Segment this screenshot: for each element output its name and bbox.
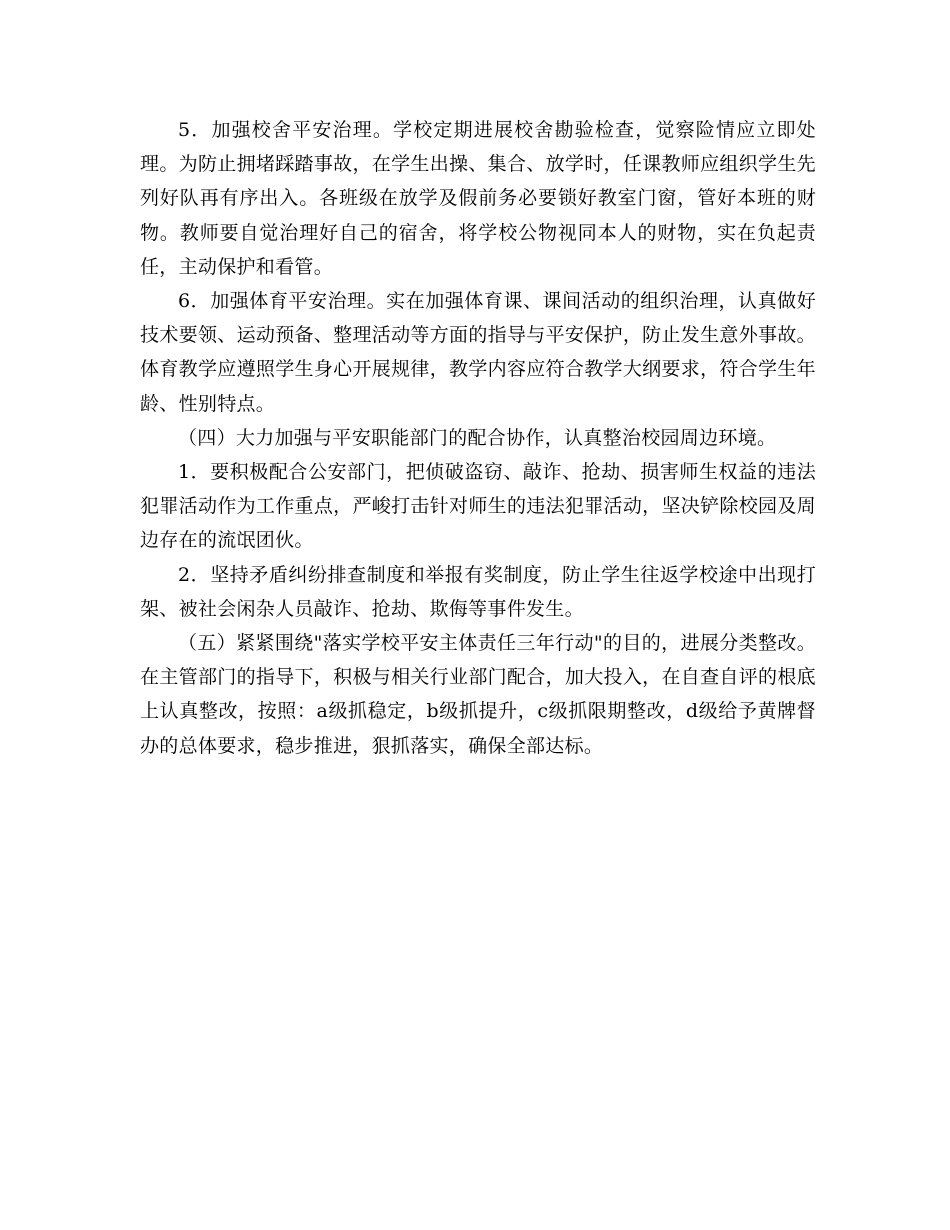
section-heading-five: （五）紧紧围绕"落实学校平安主体责任三年行动"的目的，进展分类整改。在主管部门的指导下，积极与相关行业部门配合，加大投入，在自查自评的根底上认真整改，按照：a级抓稳定，b级抓提升，c级抓限期整改，d级给予黄牌督办的总体要求，稳步推进，狠抓落实，确保全部达标。 [140,632,816,757]
paragraph-police-cooperation: 1．要积极配合公安部门，把侦破盗窃、敲诈、抢劫、损害师生权益的违法犯罪活动作为工作重点，严峻打击针对师生的违法犯罪活动，坚决铲除校园及周边存在的流氓团伙。 [140,461,816,552]
paragraph-dispute-screening: 2．坚持矛盾纠纷排查制度和举报有奖制度，防止学生往返学校途中出现打架、被社会闲杂人员敲诈、抢劫、欺侮等事件发生。 [140,563,816,620]
paragraph-campus-building-safety: 5．加强校舍平安治理。学校定期进展校舍勘验检查，觉察险情应立即处理。为防止拥堵踩踏事故，在学生出操、集合、放学时，任课教师应组织学生先列好队再有序出入。各班级在放学及假前务必要锁好教室门窗，管好本班的财物。教师要自觉治理好自己的宿舍，将学校公物视同本人的财物，实在负起责任，主动保护和看管。 [140,119,816,278]
paragraph-sports-safety: 6．加强体育平安治理。实在加强体育课、课间活动的组织治理，认真做好技术要领、运动预备、整理活动等方面的指导与平安保护，防止发生意外事故。体育教学应遵照学生身心开展规律，教学内容应符合教学大纲要求，符合学生年龄、性别特点。 [140,290,816,415]
document-body [140,113,816,763]
section-heading-four: （四）大力加强与平安职能部门的配合协作，认真整治校园周边环境。 [178,426,777,449]
